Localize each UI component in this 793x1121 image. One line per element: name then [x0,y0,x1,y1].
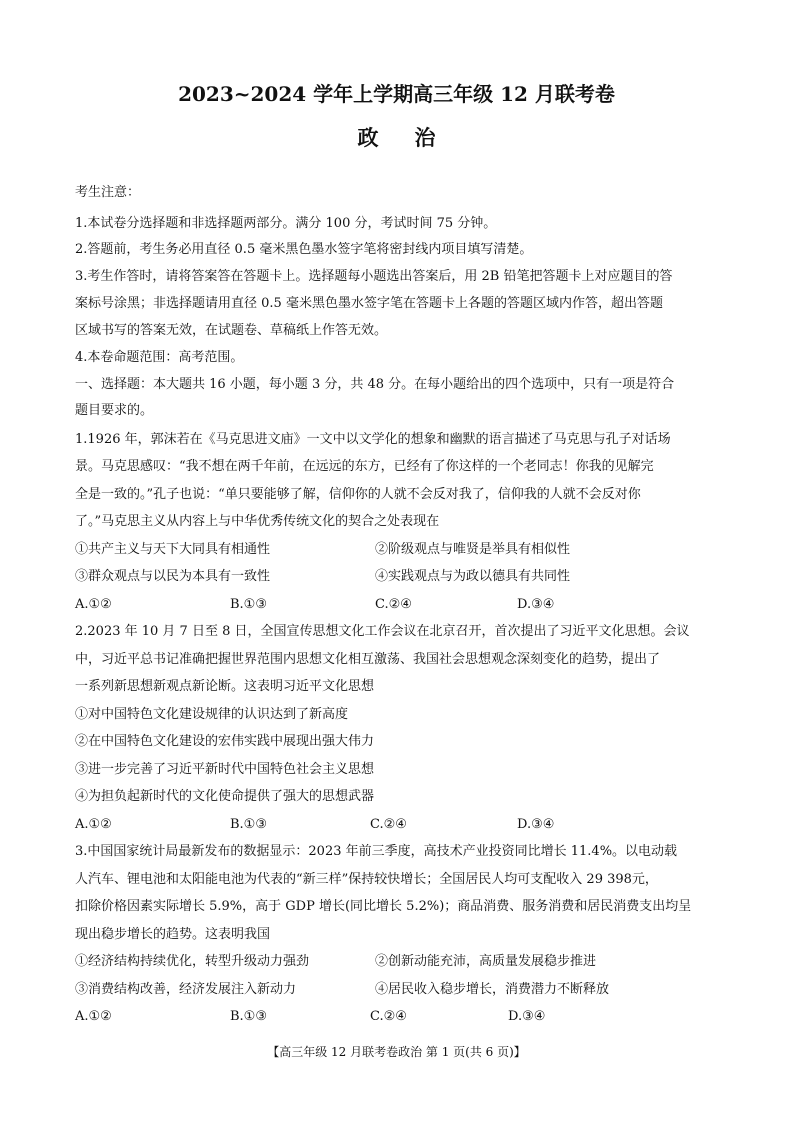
answer-choice: C.②④ [370,817,407,832]
notice-item: 区域书写的答案无效，在试题卷、草稿纸上作答无效。 [75,323,388,338]
page-footer: 【高三年级 12 月联考卷政治 第 1 页(共 6 页)】 [267,1045,526,1059]
q3-stem: 现出稳步增长的趋势。这表明我国 [75,927,271,942]
q3-option: ④居民收入稳步增长，消费潜力不断释放 [375,982,610,997]
q2-answer-row [75,816,575,834]
notice-item: 2.答题前，考生务必用直径 0.5 毫米黑色墨水签字笔将密封线内项目填写清楚。 [75,242,533,257]
q1-answer-row [75,596,575,614]
answer-choice: D.③④ [517,597,555,612]
q3-stem: 扣除价格因素实际增长 5.9%，高于 GDP 增长(同比增长 5.2%)；商品消费、服务消费和居民消费支出均呈 [75,899,692,914]
answer-choice: A.①② [75,597,112,612]
q2-option: ④为担负起新时代的文化使命提供了强大的思想武器 [75,789,375,804]
q2-option: ②在中国特色文化建设的宏伟实践中展现出强大伟力 [75,734,375,749]
q3-answer-row [75,1008,575,1026]
section-heading: 题目要求的。 [75,403,154,418]
q3-option: ②创新动能充沛，高质量发展稳步推进 [375,954,597,969]
q1-stem: 了。”马克思主义从内容上与中华优秀传统文化的契合之处表现在 [75,514,440,529]
q2-stem: 一系列新思想新观点新论断。这表明习近平文化思想 [75,679,375,694]
notice-item: 3.考生作答时，请将答案答在答题卡上。选择题每小题选出答案后，用 2B 铅笔把答题卡上对应题目的答 [75,269,673,284]
section-heading: 一、选择题：本大题共 16 小题，每小题 3 分，共 48 分。在每小题给出的四个选项中，只有一项是符合 [75,377,675,392]
q1-stem: 1.1926 年，郭沫若在《马克思进文庙》一文中以文学化的想象和幽默的语言描述了马克思与孔子对话场 [75,432,671,447]
answer-choice: D.③④ [508,1009,546,1024]
answer-choice: B.①③ [230,817,267,832]
q1-option: ②阶级观点与唯贤是举具有相似性 [375,542,571,557]
q2-stem: 中，习近平总书记准确把握世界范围内思想文化相互激荡、我国社会思想观念深刻变化的趋势，提出了 [75,652,661,667]
q2-option: ①对中国特色文化建设规律的认识达到了新高度 [75,707,349,722]
q2-option: ③进一步完善了习近平新时代中国特色社会主义思想 [75,762,375,777]
q2-stem: 2.2023 年 10 月 7 日至 8 日，全国宣传思想文化工作会议在北京召开，首次提出了习近平文化思想。会议 [75,624,690,639]
answer-choice: B.①③ [230,597,267,612]
answer-choice: A.①② [75,1009,112,1024]
answer-choice: A.①② [75,817,112,832]
answer-choice: D.③④ [517,817,555,832]
q3-option: ③消费结构改善，经济发展注入新动力 [75,982,297,997]
answer-choice: C.②④ [375,597,412,612]
q1-option: ④实践观点与为政以德具有共同性 [375,569,571,584]
answer-choice: C.②④ [370,1009,407,1024]
subject-title: 政治 [357,125,472,150]
notice-item: 1.本试卷分选择题和非选择题两部分。满分 100 分，考试时间 75 分钟。 [75,216,497,231]
notice-heading: 考生注意： [75,185,141,200]
q1-stem: 全是一致的。”孔子也说：“单只要能够了解，信仰你的人就不会反对我了，信仰我的人就不会反对你 [75,487,641,502]
q1-stem: 景。马克思感叹：“我不想在两千年前，在远远的东方，已经有了你这样的一个老同志！你我的见解完 [75,459,654,474]
q3-option: ①经济结构持续优化，转型升级动力强劲 [75,954,310,969]
q1-option: ①共产主义与天下大同具有相通性 [75,542,271,557]
q3-stem: 3.中国国家统计局最新发布的数据显示：2023 年前三季度，高技术产业投资同比增长 11.4%。以电动载 [75,844,678,859]
answer-choice: B.①③ [230,1009,267,1024]
notice-item: 4.本卷命题范围：高考范围。 [75,350,244,365]
q3-stem: 人汽车、锂电池和太阳能电池为代表的“新三样”保持较快增长；全国居民人均可支配收入 29 398元， [75,872,658,887]
notice-item: 案标号涂黑；非选择题请用直径 0.5 毫米黑色墨水签字笔在答题卡上各题的答题区域内作答，超出答题 [75,296,663,311]
exam-title: 2023~2024 学年上学期高三年级 12 月联考卷 [178,82,615,106]
q1-option: ③群众观点与以民为本具有一致性 [75,569,271,584]
